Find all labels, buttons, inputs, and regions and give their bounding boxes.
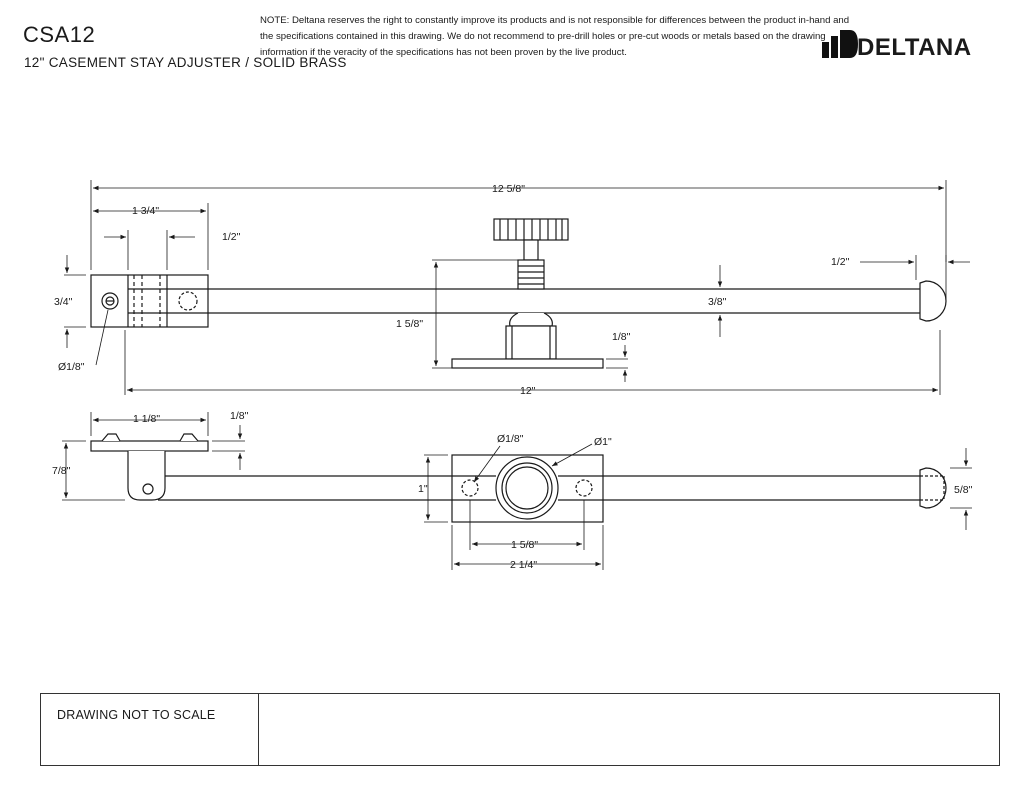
adjuster-knob	[494, 219, 568, 240]
dim-bracket-width: 1 1/8"	[133, 413, 161, 425]
brand-name: DELTANA	[857, 34, 972, 61]
dim-overall-length: 12 5/8"	[492, 183, 525, 195]
drawing-subtitle: 12" CASEMENT STAY ADJUSTER / SOLID BRASS	[24, 55, 347, 70]
dim-base-length: 1 3/4"	[132, 205, 160, 217]
top-view	[91, 219, 946, 368]
dim-plate-width: 1"	[418, 483, 428, 495]
dim-bracket-thickness: 1/8"	[230, 410, 249, 422]
note-line: the specifications contained in this drawing. We do not recommend to pre-drill holes or pre-cut woods or metals based on the drawing	[260, 31, 826, 42]
drawing-title: CSA12	[23, 22, 96, 47]
dim-bracket-height: 7/8"	[52, 465, 71, 477]
disclaimer-note	[260, 13, 940, 61]
scale-note: DRAWING NOT TO SCALE	[57, 708, 216, 722]
dim-tip-diameter: 5/8"	[954, 484, 973, 496]
dim-hole-spacing: 1 5/8"	[511, 539, 539, 551]
note-line: NOTE: Deltana reserves the right to constantly improve its products and is not responsible for differences between the product in-hand and	[260, 15, 850, 26]
dim-screw-hole: Ø1/8"	[58, 361, 85, 373]
side-view	[91, 434, 946, 522]
rod-tip	[920, 281, 946, 321]
base-plate	[452, 359, 603, 368]
dim-plate-length: 2 1/4"	[510, 559, 538, 571]
bracket-plate	[91, 441, 208, 451]
footer-box	[40, 693, 1000, 766]
dim-rod-length: 12"	[520, 385, 536, 397]
dim-plate-screw-hole: Ø1/8"	[497, 433, 524, 445]
dim-half-inch-right: 1/2"	[831, 256, 850, 268]
mounting-plate	[452, 455, 603, 522]
note-line: information if the veracity of the specifications has not been proven by the live product.	[260, 47, 627, 58]
dim-half-inch-top: 1/2"	[222, 231, 241, 243]
dim-rod-diameter: 3/8"	[708, 296, 727, 308]
dim-knob-diameter: Ø1"	[594, 436, 612, 448]
scale-cell	[41, 694, 259, 765]
dim-plate-thickness: 1/8"	[612, 331, 631, 343]
dim-adjuster-height: 1 5/8"	[396, 318, 424, 330]
dim-height-three-quarter: 3/4"	[54, 296, 73, 308]
